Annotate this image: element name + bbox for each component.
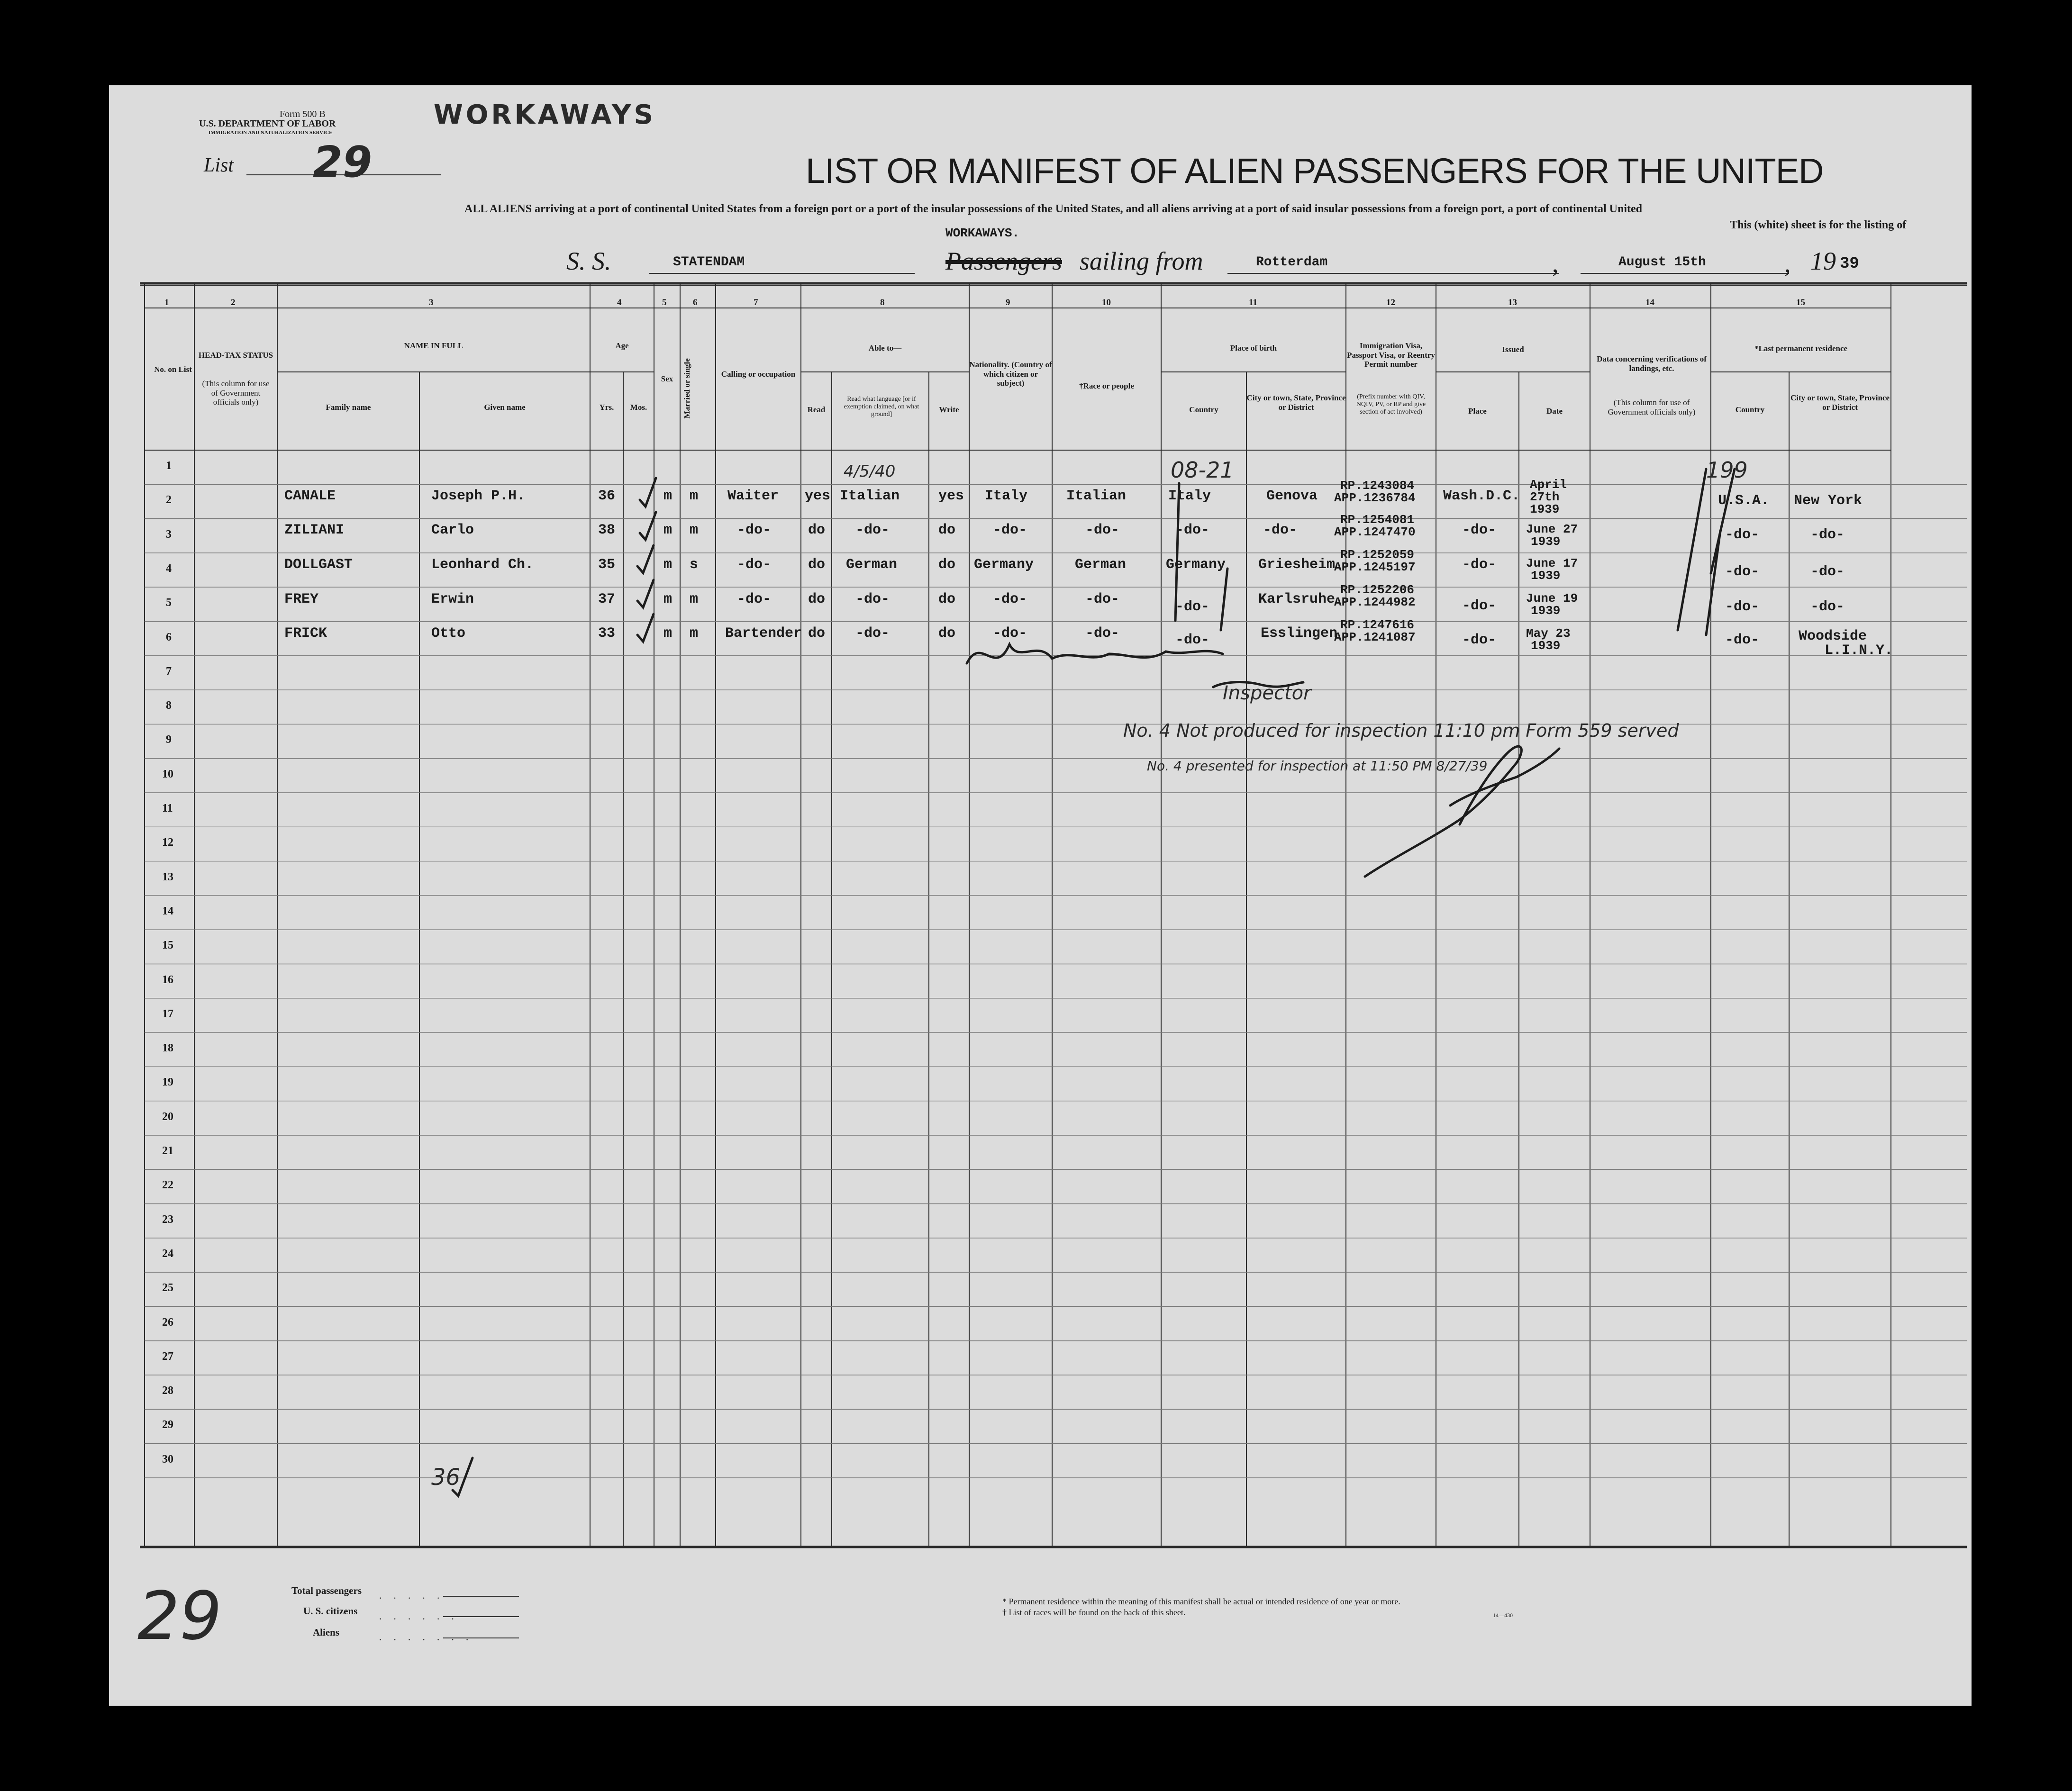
comma-1: , [1552,249,1559,278]
hdr-married: Married or single [682,358,692,419]
inspection-note-1: No. 4 Not produced for inspection 11:10 pm Form 559 served [1123,720,1679,741]
row-number: 30 [162,1453,173,1465]
hdr-data-note: (This column for use of Government officials only) [1608,398,1696,416]
hdr-head-tax-note: (This column for use of Government officials only) [202,379,270,407]
row-number: 28 [162,1384,173,1397]
birth-mark: 08-21 [1171,457,1234,483]
can-read: yes [805,488,831,504]
issued-date-2: 1939 [1531,604,1561,618]
row-number: 11 [162,802,173,814]
sex: m [663,557,672,573]
column-number: 2 [231,298,236,308]
visa-number-2: APP.1236784 [1334,491,1416,505]
hdr-res-city: City or town, State, Province or District [1790,393,1890,412]
read-language: -do- [855,591,890,607]
nationality: -do- [993,591,1027,607]
read-language: Italian [840,488,900,504]
family-name: FREY [284,591,319,607]
age-years: 33 [598,625,616,642]
residence-country: -do- [1725,527,1760,543]
hdr-last-residence: *Last permanent residence [1754,344,1848,353]
hdr-yrs: Yrs. [599,403,614,412]
given-name: Joseph P.H. [431,488,526,504]
row-number: 18 [162,1042,173,1055]
row-number: 6 [166,631,172,643]
given-name: Carlo [431,522,474,538]
class-typed: WORKAWAYS. [945,226,1020,240]
can-write: do [938,591,956,607]
marital-status: m [690,488,699,504]
hdr-issued-date: Date [1546,407,1563,416]
family-name: FRICK [284,625,327,642]
column-number: 13 [1508,298,1517,308]
birth-city: Esslingen [1261,625,1338,642]
row-number: 27 [162,1350,173,1363]
footnote-residence: * Permanent residence within the meaning of this manifest shall be actual or intended residence of one year or more. [1002,1597,1400,1606]
inspector-title: Inspector [1223,682,1311,704]
marital-status: s [690,557,699,573]
issued-place: -do- [1462,557,1497,573]
residence-country: -do- [1725,599,1760,615]
comma-2: , [1784,249,1791,278]
footnote-races: † List of races will be found on the back of this sheet. [1002,1608,1186,1617]
occupation: Bartender [725,625,802,642]
hdr-read-language: Read what language [or if exemption claimed, on what ground] [844,396,919,418]
given-name: Erwin [431,591,474,607]
list-label: List [204,154,234,176]
nationality: -do- [993,522,1027,538]
hdr-read: Read [807,405,826,414]
hdr-sex: Sex [661,374,673,383]
sex: m [663,625,672,642]
column-number: 1 [164,298,169,308]
row-number: 22 [162,1179,173,1192]
nationality: Germany [974,557,1034,573]
issued-date: June 19 [1526,591,1578,606]
hdr-race: †Race or people [1079,381,1134,390]
issued-date-3: 1939 [1530,502,1560,516]
visa-number-2: APP.1247470 [1334,525,1416,539]
year-prefix: 19 [1810,247,1836,275]
row-number: 17 [162,1007,173,1020]
manifest-title: LIST OR MANIFEST OF ALIEN PASSENGERS FOR THE UNITED [806,151,1824,190]
row-number: 10 [162,768,173,780]
hdr-place-of-birth: Place of birth [1230,344,1277,353]
row-number: 26 [162,1316,173,1329]
print-code: 14—430 [1493,1612,1513,1619]
row-number: 29 [162,1419,173,1431]
ss-label: S. S. [566,247,611,275]
given-name: Otto [431,625,466,642]
footer-dots: . . . . . . . . . . . . . . . . . . [379,1590,473,1643]
row-number: 12 [162,836,173,849]
occupation: -do- [737,557,772,573]
birth-country: -do- [1175,599,1210,615]
race: -do- [1085,522,1120,538]
row-30-mark: 36 [431,1464,461,1491]
subtitle-1: ALL ALIENS arriving at a port of continental United States from a foreign port or a port of the insular possessions of the United States, and all aliens arriving at a port of said insular possessions from a foreign port, a port of continental United [464,203,1642,215]
sex: m [663,488,672,504]
issued-place: -do- [1462,522,1497,538]
hdr-data-concerning: Data concerning verifications of landings, etc. [1597,354,1707,373]
subtitle-2: This (white) sheet is for the listing of [1730,219,1907,231]
can-read: do [808,591,826,607]
citizens-line [443,1616,519,1617]
sailing-date: August 15th [1618,255,1706,270]
row-number: 23 [162,1213,173,1226]
year-suffix: 39 [1840,255,1859,273]
hdr-birth-country: Country [1189,405,1218,414]
ship-name: STATENDAM [673,255,745,270]
issued-date: June 27 [1526,522,1578,536]
row-number: 21 [162,1145,173,1157]
race: German [1075,557,1127,573]
row-number: 15 [162,939,173,952]
marital-status: m [690,522,699,538]
list-number: 29 [313,137,373,187]
residence-city: Woodside [1799,628,1867,644]
hdr-able-to: Able to— [868,344,902,353]
read-language: -do- [855,625,890,642]
margin-list-number: 29 [137,1578,222,1655]
birth-city: -do- [1263,522,1298,538]
row-number: 24 [162,1247,173,1260]
workaways-stamp: WORKAWAYS [434,100,656,130]
occupation: Waiter [727,488,779,504]
row-number: 1 [166,460,172,472]
us-citizens-label: U. S. citizens [303,1605,358,1617]
race: -do- [1085,625,1120,642]
marital-status: m [690,625,699,642]
hdr-birth-city: City or town, State, Province or District [1246,393,1346,412]
age-years: 36 [598,488,616,504]
row-number: 8 [166,699,172,712]
residence-country: -do- [1725,632,1760,648]
residence-country: -do- [1725,564,1760,580]
row-number: 9 [166,733,172,746]
hdr-no: No. on List [154,365,192,374]
marital-status: m [690,591,699,607]
residence-country: U.S.A. [1718,493,1770,509]
aliens-line [443,1637,519,1638]
family-name: DOLLGAST [284,557,353,573]
occupation: -do- [737,522,772,538]
row-number: 20 [162,1110,173,1123]
row-number: 7 [166,665,172,678]
birth-country: -do- [1175,522,1210,538]
column-number: 3 [429,298,434,308]
nationality: -do- [993,625,1027,642]
residence-city: -do- [1810,527,1845,543]
issued-date: June 17 [1526,556,1578,570]
sex: m [663,522,672,538]
total-passengers-label: Total passengers [291,1585,362,1596]
birth-city: Genova [1266,488,1318,504]
birth-country: -do- [1175,632,1210,648]
column-number: 5 [662,298,667,308]
row-number: 4 [166,562,172,575]
can-write: yes [938,488,964,504]
issued-date-2: 1939 [1531,569,1561,583]
issued-date-2: 1939 [1531,639,1561,653]
visa-number-2: APP.1244982 [1334,595,1416,609]
age-years: 37 [598,591,616,607]
visa-number: RP.1252206 [1340,583,1415,597]
family-name: CANALE [284,488,336,504]
birth-city: Karlsruhe [1258,591,1336,607]
hdr-issued: Issued [1502,345,1524,354]
birth-city: Griesheim [1258,557,1336,573]
class-struck: Passengers [945,247,1062,275]
column-number: 15 [1796,298,1805,308]
can-write: do [938,625,956,642]
hdr-family-name: Family name [326,403,371,412]
hdr-visa: Immigration Visa, Passport Visa, or Reentry Permit number [1347,341,1435,369]
race: -do- [1085,591,1120,607]
row-number: 13 [162,870,173,883]
issued-date-2: 27th [1530,490,1560,504]
row-number: 19 [162,1076,173,1089]
read-date-mark: 4/5/40 [844,462,896,481]
given-name: Leonhard Ch. [431,557,534,573]
can-read: do [808,557,826,573]
column-number: 11 [1249,298,1257,308]
residence-city: -do- [1810,564,1845,580]
residence-city: New York [1794,493,1863,509]
hdr-res-country: Country [1735,405,1765,414]
row-number: 5 [166,597,172,609]
hdr-head-tax: HEAD-TAX STATUS [198,351,273,360]
family-name: ZILIANI [284,522,345,538]
row-number: 3 [166,528,172,541]
total-line [443,1596,519,1597]
visa-number: RP.1247616 [1340,618,1415,632]
department: U.S. DEPARTMENT OF LABOR [199,118,336,129]
visa-number: RP.1252059 [1340,548,1415,562]
hdr-nationality: Nationality. (Country of which citizen or subject) [969,360,1052,388]
hdr-name-in-full: NAME IN FULL [404,341,463,350]
row-number: 16 [162,973,173,986]
age-years: 38 [598,522,616,538]
column-number: 6 [693,298,698,308]
race: Italian [1066,488,1127,504]
visa-number-2: APP.1245197 [1334,560,1416,574]
row-number: 2 [166,494,172,507]
read-language: German [846,557,898,573]
sailing-from-label: sailing from [1080,247,1203,275]
visa-number-2: APP.1241087 [1334,630,1416,644]
hdr-age: Age [615,341,629,350]
issued-date: May 23 [1526,626,1571,641]
residence-city-2: L.I.N.Y. [1825,642,1893,659]
age-years: 35 [598,557,616,573]
birth-country: Italy [1168,488,1211,504]
nationality: Italy [985,488,1028,504]
column-number: 10 [1102,298,1111,308]
visa-number: RP.1243084 [1340,479,1415,493]
inspection-note-2: No. 4 presented for inspection at 11:50 PM 8/27/39 [1147,758,1488,774]
service: IMMIGRATION AND NATURALIZATION SERVICE [209,130,333,136]
issued-place: Wash.D.C. [1443,488,1520,504]
port-name: Rotterdam [1256,255,1328,270]
row-number: 25 [162,1282,173,1294]
residence-mark: 199 [1706,457,1748,483]
can-read: do [808,522,826,538]
can-write: do [938,557,956,573]
issued-date: April [1530,478,1567,492]
occupation: -do- [737,591,772,607]
column-number: 9 [1006,298,1010,308]
column-number: 4 [617,298,622,308]
column-number: 12 [1386,298,1395,308]
hdr-given-name: Given name [484,403,526,412]
can-write: do [938,522,956,538]
row-number: 14 [162,905,173,917]
issued-place: -do- [1462,632,1497,648]
hdr-issued-place: Place [1468,407,1487,416]
hdr-visa-note: (Prefix number with QIV, NQIV, PV, or RP and give section of act involved) [1356,393,1426,416]
read-language: -do- [855,522,890,538]
hdr-calling: Calling or occupation [721,370,796,379]
sex: m [663,591,672,607]
column-number: 14 [1645,298,1654,308]
birth-country: Germany [1166,557,1226,573]
form-number: Form 500 B [280,109,326,119]
column-number: 8 [880,298,885,308]
visa-number: RP.1254081 [1340,513,1415,527]
aliens-label: Aliens [313,1627,340,1638]
residence-city: -do- [1810,599,1845,615]
hdr-mos: Mos. [630,403,647,412]
column-number: 7 [754,298,758,308]
can-read: do [808,625,826,642]
hdr-write: Write [939,405,959,414]
issued-place: -do- [1462,598,1497,614]
issued-date-2: 1939 [1531,534,1561,549]
